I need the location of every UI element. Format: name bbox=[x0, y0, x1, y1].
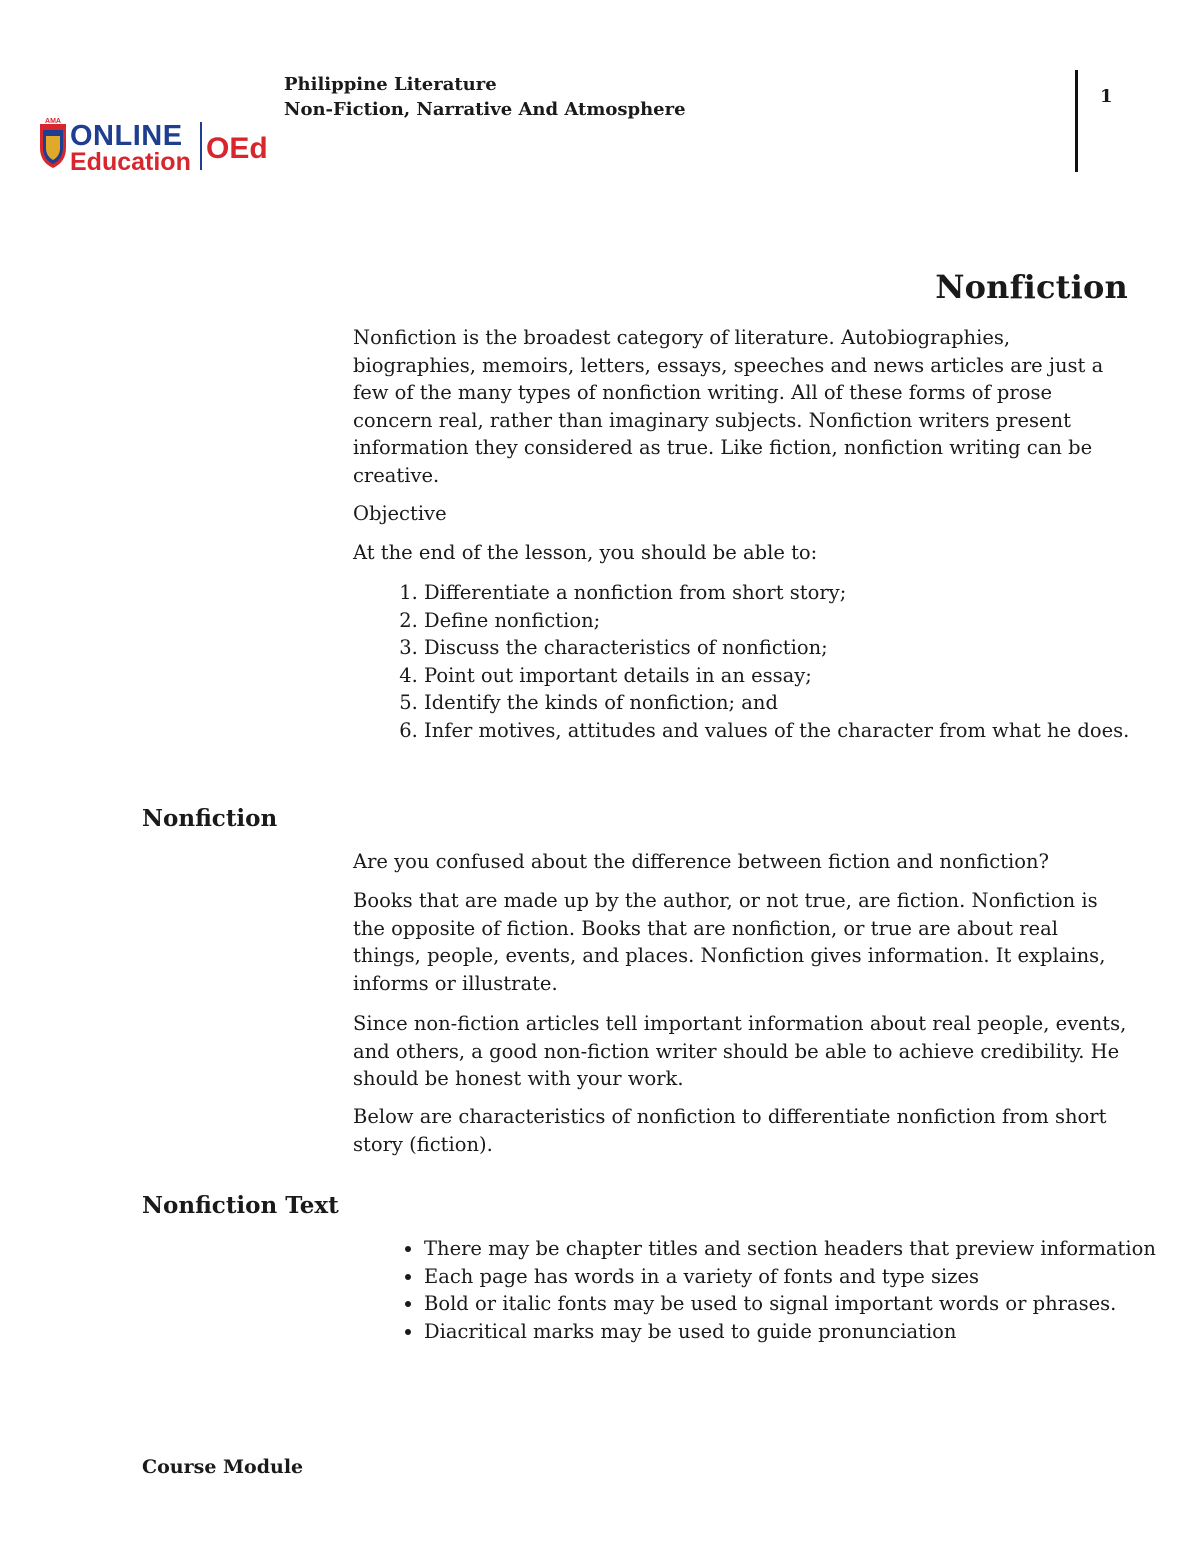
logo-online-text: ONLINE bbox=[70, 120, 183, 152]
paragraph: Below are characteristics of nonfiction to differentiate nonfiction from short story (fiction). bbox=[353, 1105, 1107, 1156]
list-item: • Bold or italic fonts may be used to signal important words or phrases. bbox=[424, 1290, 1200, 1318]
logo-oed-text: OEd bbox=[206, 132, 268, 165]
header-divider bbox=[1075, 70, 1078, 172]
logo-education-text: Education bbox=[70, 148, 191, 176]
course-name: Philippine Literature bbox=[284, 74, 497, 95]
intro-paragraph bbox=[353, 324, 1128, 490]
list-item: 5. Identify the kinds of nonfiction; and bbox=[424, 689, 1154, 717]
objective-label: Objective bbox=[353, 502, 447, 525]
paragraph: Are you confused about the difference between fiction and nonfiction? bbox=[353, 850, 1050, 873]
list-item: • There may be chapter titles and section headers that preview information bbox=[424, 1235, 1200, 1263]
list-item: 3. Discuss the characteristics of nonfiction; bbox=[424, 634, 1154, 662]
header-text bbox=[284, 72, 686, 122]
characteristics-list bbox=[353, 1235, 1200, 1345]
list-item: 1. Differentiate a nonfiction from short story; bbox=[424, 579, 1154, 607]
list-item: 2. Define nonfiction; bbox=[424, 607, 1154, 635]
page-number: 1 bbox=[1100, 86, 1113, 107]
section-heading-nonfiction: Nonfiction bbox=[142, 805, 278, 832]
list-item: • Each page has words in a variety of fonts and type sizes bbox=[424, 1263, 1200, 1291]
section-heading-nonfiction-text: Nonfiction Text bbox=[142, 1192, 339, 1219]
objectives-list bbox=[353, 579, 1154, 745]
list-item: • Diacritical marks may be used to guide pronunciation bbox=[424, 1318, 1200, 1346]
shield-text: AMA bbox=[45, 118, 61, 125]
module-subtitle: Non-Fiction, Narrative And Atmosphere bbox=[284, 99, 686, 120]
list-item: 6. Infer motives, attitudes and values of the character from what he does. bbox=[424, 717, 1154, 745]
page-title: Nonfiction bbox=[935, 268, 1128, 306]
paragraph: Since non-fiction articles tell important information about real people, events, and others, a good non-fiction writer should be able to achieve credibility. He should be honest with your work. bbox=[353, 1012, 1127, 1091]
intro-text: Nonfiction is the broadest category of literature. Autobiographies, biographies, memoirs, letters, essays, speeches and news articles are just a few of the many types of nonfiction writing. All of these forms of prose concern real, rather than imaginary subjects. Nonfiction writers present information they considered as true. Like fiction, nonfiction writing can be creative. bbox=[353, 326, 1104, 487]
online-education-logo bbox=[38, 118, 270, 176]
paragraph: Books that are made up by the author, or not true, are fiction. Nonfiction is the opposite of fiction. Books that are nonfiction, or true are about real things, people, events, and places. Nonfiction gives information. It explains, informs or illustrate. bbox=[353, 889, 1106, 995]
footer-course-module: Course Module bbox=[142, 1456, 304, 1478]
objective-intro: At the end of the lesson, you should be able to: bbox=[353, 541, 818, 564]
list-item: 4. Point out important details in an essay; bbox=[424, 662, 1154, 690]
